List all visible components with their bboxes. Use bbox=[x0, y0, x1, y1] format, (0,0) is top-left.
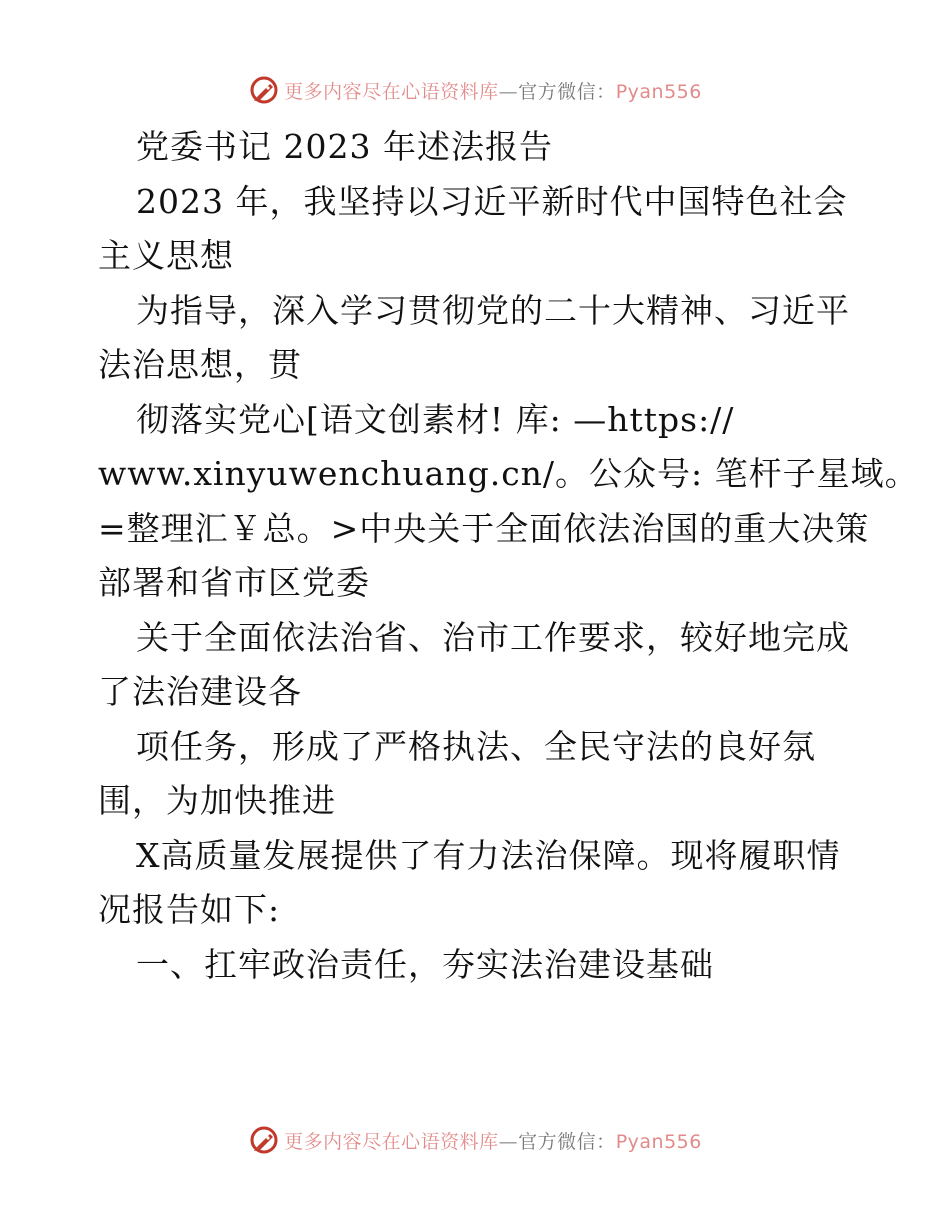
footer-banner bbox=[0, 1120, 950, 1160]
banner-text: 更多内容尽在心语资料库—官方微信：Pyan556 bbox=[284, 1130, 702, 1153]
paragraph-line: 围，为加快推进 bbox=[98, 781, 336, 820]
paragraph-line: 关于全面依法治省、治市工作要求，较好地完成 bbox=[136, 617, 850, 657]
paragraph-line: 主义思想 bbox=[98, 236, 234, 275]
header-banner bbox=[0, 70, 950, 110]
paragraph-line: 为指导，深入学习贯彻党的二十大精神、习近平 bbox=[136, 290, 850, 330]
paragraph-line: 项任务，形成了严格执法、全民守法的良好氛 bbox=[136, 726, 816, 766]
paragraph-line: 彻落实党心[语文创素材! 库: —https:// bbox=[136, 399, 735, 439]
section-heading: 一、扛牢政治责任，夯实法治建设基础 bbox=[136, 944, 714, 984]
pen-nib-logo-icon bbox=[248, 1124, 280, 1156]
document-title: 党委书记 2023 年述法报告 bbox=[136, 127, 553, 166]
banner-text: 更多内容尽在心语资料库—官方微信：Pyan556 bbox=[284, 80, 702, 103]
paragraph-line: 了法治建设各 bbox=[98, 672, 302, 711]
document-body bbox=[98, 120, 919, 992]
paragraph-line: 况报告如下: bbox=[98, 890, 281, 929]
paragraph-line: X高质量发展提供了有力法治保障。现将履职情 bbox=[136, 835, 841, 875]
paragraph-line: 2023 年，我坚持以习近平新时代中国特色社会 bbox=[136, 181, 848, 221]
paragraph-line: 部署和省市区党委 bbox=[98, 563, 370, 602]
pen-nib-logo-icon bbox=[248, 74, 280, 106]
paragraph-line: www.xinyuwenchuang.cn/。公众号: 笔杆子星域。 bbox=[98, 454, 919, 493]
paragraph-line: =整理汇￥总。>中央关于全面依法治国的重大决策 bbox=[98, 508, 870, 548]
paragraph-line: 法治思想，贯 bbox=[98, 345, 302, 384]
